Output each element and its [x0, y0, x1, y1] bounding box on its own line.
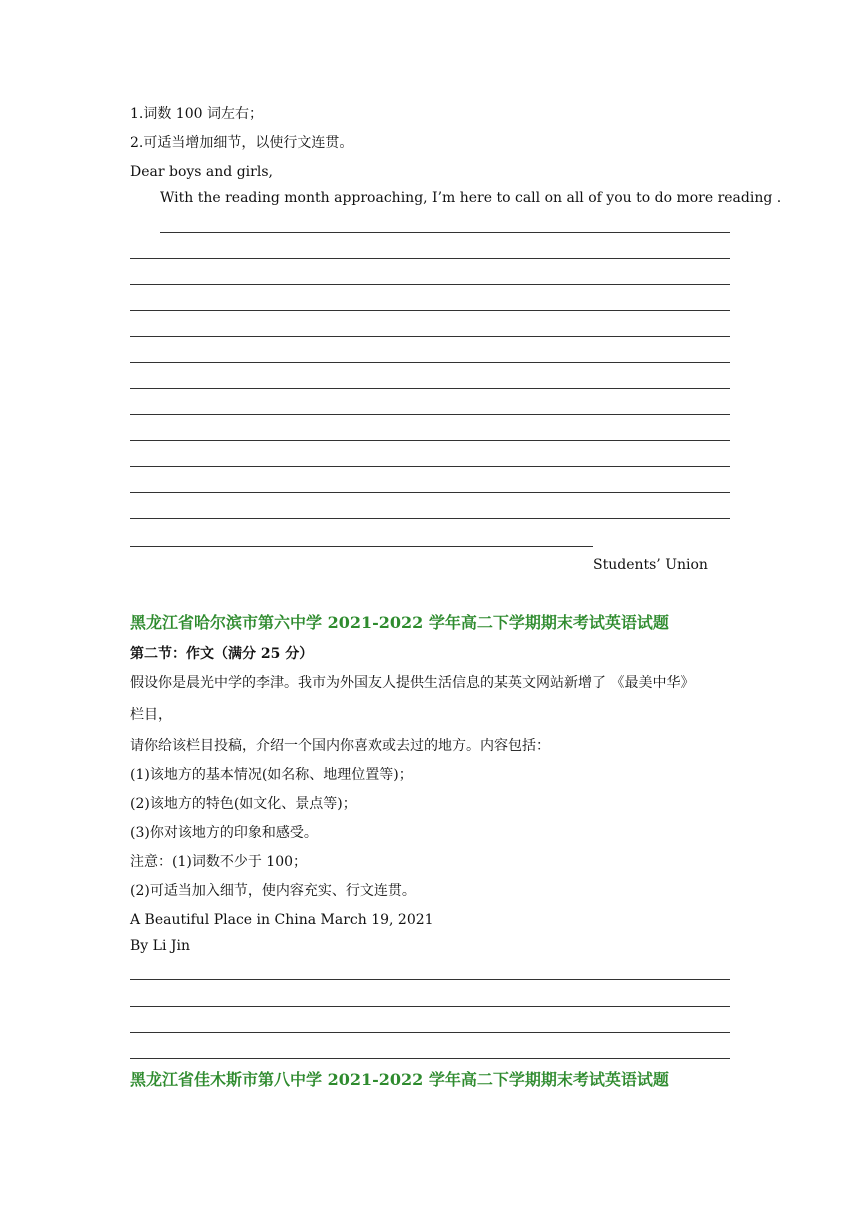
letter-greeting: Dear boys and girls,: [130, 164, 273, 180]
section-subheading: 第二节：作文（满分 25 分）: [130, 646, 314, 662]
writing-line: [130, 258, 730, 259]
writing-line: [130, 1006, 730, 1007]
essay-byline: By Li Jin: [130, 938, 190, 954]
content-item-2: (2)该地方的特色(如文化、景点等)；: [130, 796, 357, 812]
writing-line: [130, 336, 730, 337]
content-item-3: (3)你对该地方的印象和感受。: [130, 825, 318, 841]
section-heading: 黑龙江省哈尔滨市第六中学 2021-2022 学年高二下学期期末考试英语试题: [130, 613, 669, 632]
writing-line: [130, 546, 593, 547]
writing-line: [130, 492, 730, 493]
requirement-1: 1.词数 100 词左右；: [130, 106, 263, 122]
writing-line: [130, 310, 730, 311]
writing-line: [130, 440, 730, 441]
writing-line: [130, 979, 730, 980]
content-item-1: (1)该地方的基本情况(如名称、地理位置等)；: [130, 767, 413, 783]
section-heading: 黑龙江省佳木斯市第八中学 2021-2022 学年高二下学期期末考试英语试题: [130, 1070, 669, 1089]
writing-line: [130, 414, 730, 415]
writing-line: [130, 284, 730, 285]
note-2: (2)可适当加入细节，使内容充实、行文连贯。: [130, 883, 416, 899]
writing-line: [130, 362, 730, 363]
essay-title: A Beautiful Place in China March 19, 2021: [130, 912, 434, 928]
writing-line: [130, 1032, 730, 1033]
prompt-paragraph: 假设你是晨光中学的李津。我市为外国友人提供生活信息的某英文网站新增了 《最美中华》: [130, 675, 695, 691]
writing-line: [130, 518, 730, 519]
writing-line: [130, 466, 730, 467]
writing-line: [130, 1058, 730, 1059]
prompt-instruction: 请你给该栏目投稿，介绍一个国内你喜欢或去过的地方。内容包括：: [130, 738, 550, 754]
letter-opening: With the reading month approaching, I’m here to call on all of you to do more reading .: [160, 190, 782, 206]
prompt-paragraph-continued: 栏目，: [130, 707, 172, 723]
note-1: 注意：(1)词数不少于 100；: [130, 854, 308, 870]
letter-signature: Students’ Union: [593, 557, 708, 573]
writing-line: [160, 232, 730, 233]
writing-line: [130, 388, 730, 389]
requirement-2: 2.可适当增加细节，以使行文连贯。: [130, 135, 354, 151]
